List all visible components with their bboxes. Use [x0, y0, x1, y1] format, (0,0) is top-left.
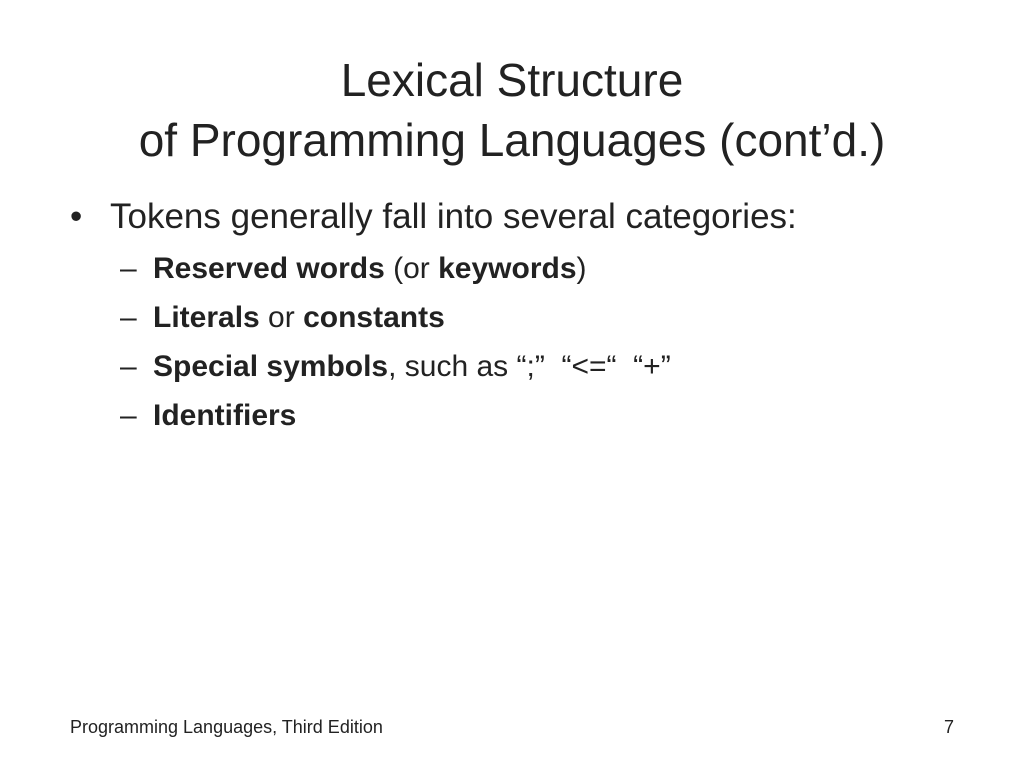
main-bullet-text: Tokens generally fall into several categories: [110, 197, 797, 236]
sub-text: , such as “;” “<=“ “+” [388, 350, 671, 383]
dash-icon: – [120, 301, 137, 334]
sub-text: or [259, 301, 304, 334]
slide-title [0, 50, 1024, 170]
footer-book-title: Programming Languages, Third Edition [70, 717, 383, 737]
term-special-symbols: Special symbols [153, 350, 389, 383]
sub-bullet-list [70, 244, 970, 440]
sub-bullet-reserved-words [70, 244, 970, 293]
slide-title-line-1: Lexical Structure [340, 54, 684, 106]
term-literals: Literals [153, 301, 260, 334]
dash-icon: – [120, 252, 137, 285]
sub-text: (or [384, 252, 439, 285]
sub-text: ) [576, 252, 587, 285]
term-constants: constants [303, 301, 445, 334]
term-keywords: keywords [438, 252, 577, 285]
dash-icon: – [120, 399, 137, 432]
bullet-icon: • [70, 197, 83, 236]
term-identifiers: Identifiers [153, 399, 297, 432]
sub-bullet-special-symbols [70, 342, 970, 391]
sub-bullet-literals [70, 293, 970, 342]
slide-content [70, 192, 970, 440]
slide-title-line-2: of Programming Languages (cont’d.) [138, 114, 886, 166]
footer-page-number: 7 [943, 717, 954, 737]
term-reserved-words: Reserved words [153, 252, 385, 285]
main-bullet [70, 192, 970, 242]
sub-bullet-identifiers [70, 391, 970, 440]
dash-icon: – [120, 350, 137, 383]
